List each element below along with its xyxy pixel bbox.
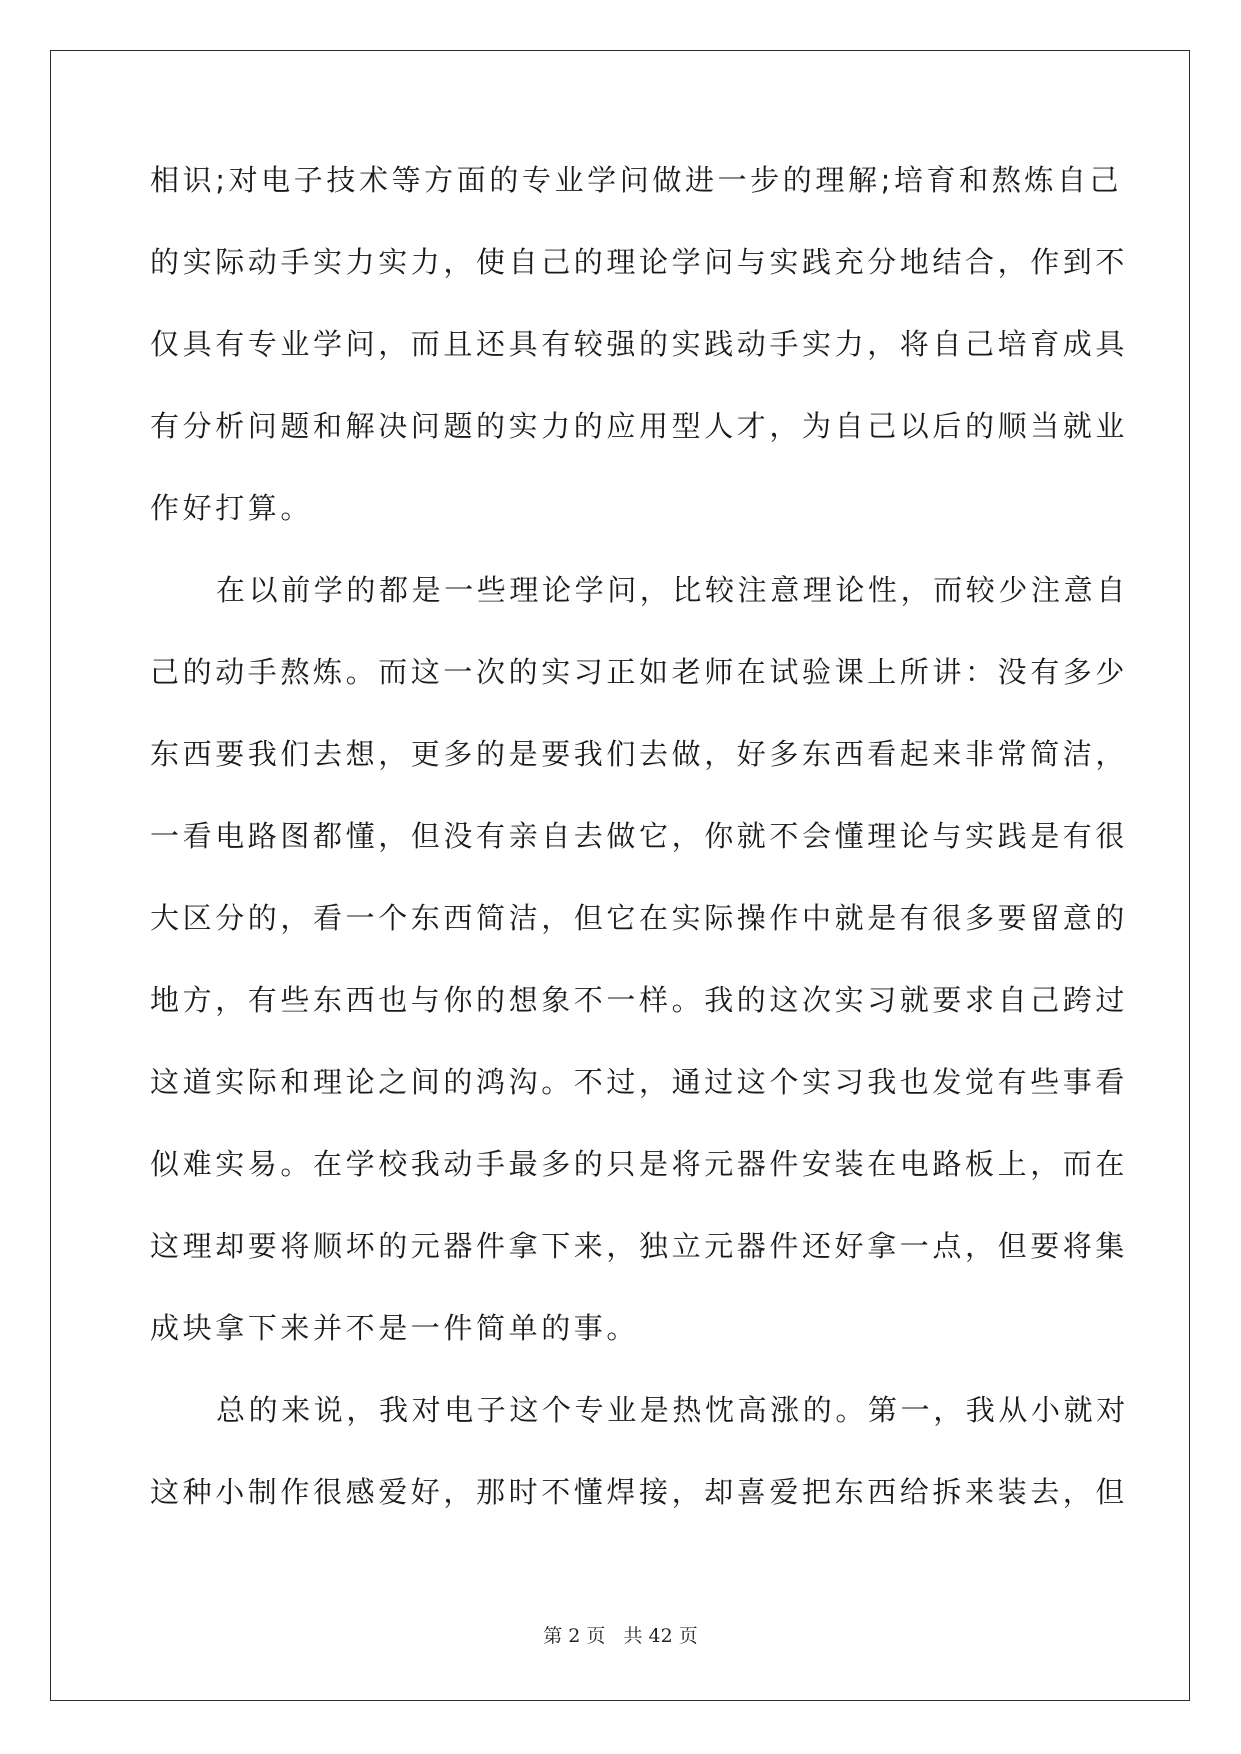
text-line: 似难实易。在学校我动手最多的只是将元器件安装在电路板上，而在	[150, 1147, 1129, 1181]
text-line: 总的来说，我对电子这个专业是热忱高涨的。第一，我从小就对	[216, 1393, 1129, 1427]
text-line: 在以前学的都是一些理论学问，比较注意理论性，而较少注意自	[216, 573, 1129, 607]
text-line: 成块拿下来并不是一件简单的事。	[150, 1311, 640, 1345]
text-line: 这道实际和理论之间的鸿沟。不过，通过这个实习我也发觉有些事看	[150, 1065, 1129, 1099]
page-total: 共 42 页	[623, 1625, 698, 1647]
page-footer	[0, 1621, 1241, 1648]
text-line: 相识;对电子技术等方面的专业学问做进一步的理解;培育和熬炼自己	[150, 163, 1123, 197]
text-line: 这种小制作很感爱好，那时不懂焊接，却喜爱把东西给拆来装去，但	[150, 1475, 1129, 1509]
text-line: 地方，有些东西也与你的想象不一样。我的这次实习就要求自己跨过	[150, 983, 1129, 1017]
text-line: 作好打算。	[150, 491, 314, 525]
text-line: 一看电路图都懂，但没有亲自去做它，你就不会懂理论与实践是有很	[150, 819, 1129, 853]
text-line: 仅具有专业学问，而且还具有较强的实践动手实力，将自己培育成具	[150, 327, 1129, 361]
text-line: 有分析问题和解决问题的实力的应用型人才，为自己以后的顺当就业	[150, 409, 1129, 443]
document-body	[150, 158, 1129, 1552]
page-number: 第 2 页	[543, 1625, 606, 1647]
text-line: 这理却要将顺坏的元器件拿下来，独立元器件还好拿一点，但要将集	[150, 1229, 1129, 1263]
text-line: 大区分的，看一个东西简洁，但它在实际操作中就是有很多要留意的	[150, 901, 1129, 935]
text-line: 己的动手熬炼。而这一次的实习正如老师在试验课上所讲：没有多少	[150, 655, 1129, 689]
text-line: 东西要我们去想，更多的是要我们去做，好多东西看起来非常简洁，	[150, 737, 1129, 771]
text-line: 的实际动手实力实力，使自己的理论学问与实践充分地结合，作到不	[150, 245, 1129, 279]
